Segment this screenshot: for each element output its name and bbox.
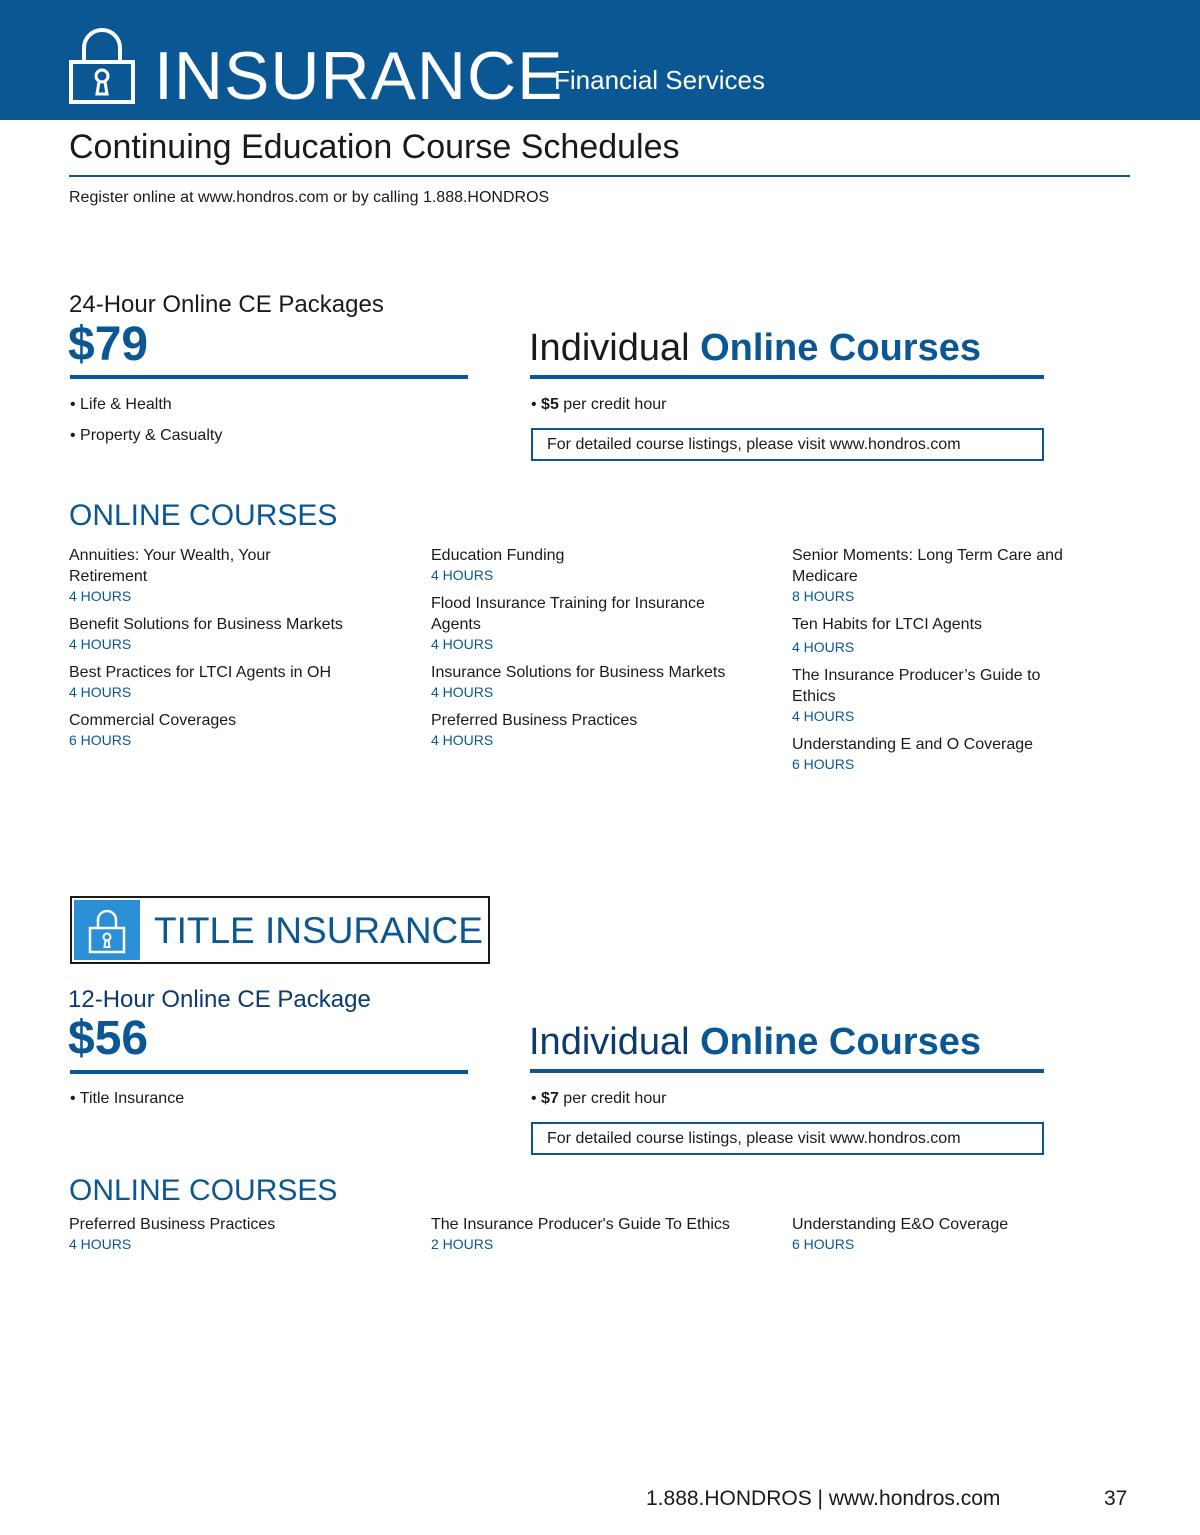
course-item xyxy=(792,545,1082,605)
title-insurance-label: TITLE INSURANCE xyxy=(154,910,483,951)
course-name: Benefit Solutions for Business Markets xyxy=(69,616,343,633)
package-item: • Life & Health xyxy=(70,396,172,413)
course-hours: 4 HOURS xyxy=(431,732,494,748)
course-item xyxy=(431,710,771,749)
package-divider xyxy=(70,375,468,379)
course-item xyxy=(69,1214,409,1253)
individual-heading-prefix: Individual xyxy=(529,327,701,369)
individual-divider xyxy=(530,1069,1044,1073)
course-item xyxy=(792,1214,1132,1253)
course-item xyxy=(431,545,771,584)
course-hours: 4 HOURS xyxy=(792,639,855,655)
package-heading: 12-Hour Online CE Package xyxy=(68,986,371,1013)
course-hours: 4 HOURS xyxy=(69,636,132,652)
individual-courses-heading xyxy=(529,1020,981,1064)
course-item xyxy=(431,1214,771,1253)
course-name: Understanding E and O Coverage xyxy=(792,736,1034,753)
course-item xyxy=(792,614,1082,656)
course-name: The Insurance Producer’s Guide to Ethics xyxy=(792,667,1041,705)
course-name: Preferred Business Practices xyxy=(69,1216,276,1233)
course-name: Annuities: Your Wealth, Your Retirement xyxy=(69,547,271,585)
course-hours: 6 HOURS xyxy=(69,732,132,748)
package-divider xyxy=(70,1070,468,1074)
course-hours: 6 HOURS xyxy=(792,756,855,772)
course-hours: 4 HOURS xyxy=(431,567,494,583)
course-item xyxy=(69,545,309,605)
individual-price-unit: per credit hour xyxy=(558,1090,667,1107)
package-item: • Property & Casualty xyxy=(70,427,223,444)
individual-courses-heading xyxy=(529,326,981,370)
course-name: Flood Insurance Training for Insurance Agents xyxy=(431,595,705,633)
course-name: Senior Moments: Long Term Care and Medicare xyxy=(792,547,1063,585)
individual-price: $5 xyxy=(541,396,559,413)
course-item xyxy=(431,662,771,701)
footer-contact: 1.888.HONDROS | www.hondros.com xyxy=(646,1487,1001,1510)
course-name: Understanding E&O Coverage xyxy=(792,1216,1009,1233)
bullet-mark: • xyxy=(531,1090,542,1107)
course-name: The Insurance Producer's Guide To Ethics xyxy=(431,1216,730,1233)
page-title: Continuing Education Course Schedules xyxy=(69,128,680,166)
padlock-icon xyxy=(68,28,136,104)
course-name: Commercial Coverages xyxy=(69,712,237,729)
course-name: Insurance Solutions for Business Markets xyxy=(431,664,726,681)
online-courses-heading: ONLINE COURSES xyxy=(69,1174,338,1207)
individual-price: $7 xyxy=(541,1090,559,1107)
package-item: • Title Insurance xyxy=(70,1090,185,1107)
padlock-icon xyxy=(74,900,140,960)
header-band xyxy=(0,0,1200,120)
individual-heading-prefix: Individual xyxy=(529,1021,701,1063)
course-hours: 4 HOURS xyxy=(792,708,855,724)
course-item xyxy=(69,614,409,653)
bullet-mark: • xyxy=(531,396,542,413)
course-hours: 4 HOURS xyxy=(431,684,494,700)
online-courses-heading: ONLINE COURSES xyxy=(69,499,338,532)
register-note: Register online at www.hondros.com or by calling 1.888.HONDROS xyxy=(69,189,550,206)
course-item xyxy=(792,665,1062,725)
title-insurance-banner xyxy=(70,896,490,964)
course-name: Education Funding xyxy=(431,547,565,564)
header-title: INSURANCE xyxy=(154,38,564,114)
individual-divider xyxy=(530,375,1044,379)
individual-price-unit: per credit hour xyxy=(558,396,667,413)
visit-link-box[interactable]: For detailed course listings, please visit www.hondros.com xyxy=(531,428,1044,461)
title-divider xyxy=(69,175,1130,177)
course-item xyxy=(431,593,751,653)
course-hours: 4 HOURS xyxy=(69,1236,132,1252)
header-subtitle: Financial Services xyxy=(554,65,765,95)
course-name: Preferred Business Practices xyxy=(431,712,638,729)
individual-price-line xyxy=(531,1089,666,1109)
package-price: $79 xyxy=(68,318,149,371)
course-hours: 6 HOURS xyxy=(792,1236,855,1252)
course-item xyxy=(69,662,409,701)
package-price: $56 xyxy=(68,1012,149,1065)
course-hours: 2 HOURS xyxy=(431,1236,494,1252)
course-hours: 4 HOURS xyxy=(431,636,494,652)
course-item xyxy=(69,710,409,749)
course-hours: 8 HOURS xyxy=(792,588,855,604)
individual-heading-accent: Online Courses xyxy=(700,327,981,369)
course-hours: 4 HOURS xyxy=(69,684,132,700)
individual-heading-accent: Online Courses xyxy=(700,1021,981,1063)
course-item xyxy=(792,734,1092,773)
visit-link-box[interactable]: For detailed course listings, please visit www.hondros.com xyxy=(531,1122,1044,1155)
individual-price-line xyxy=(531,395,666,415)
course-name: Ten Habits for LTCI Agents xyxy=(792,616,983,633)
course-name: Best Practices for LTCI Agents in OH xyxy=(69,664,332,681)
page-number: 37 xyxy=(1104,1487,1128,1510)
course-hours: 4 HOURS xyxy=(69,588,132,604)
package-heading: 24-Hour Online CE Packages xyxy=(69,291,384,318)
